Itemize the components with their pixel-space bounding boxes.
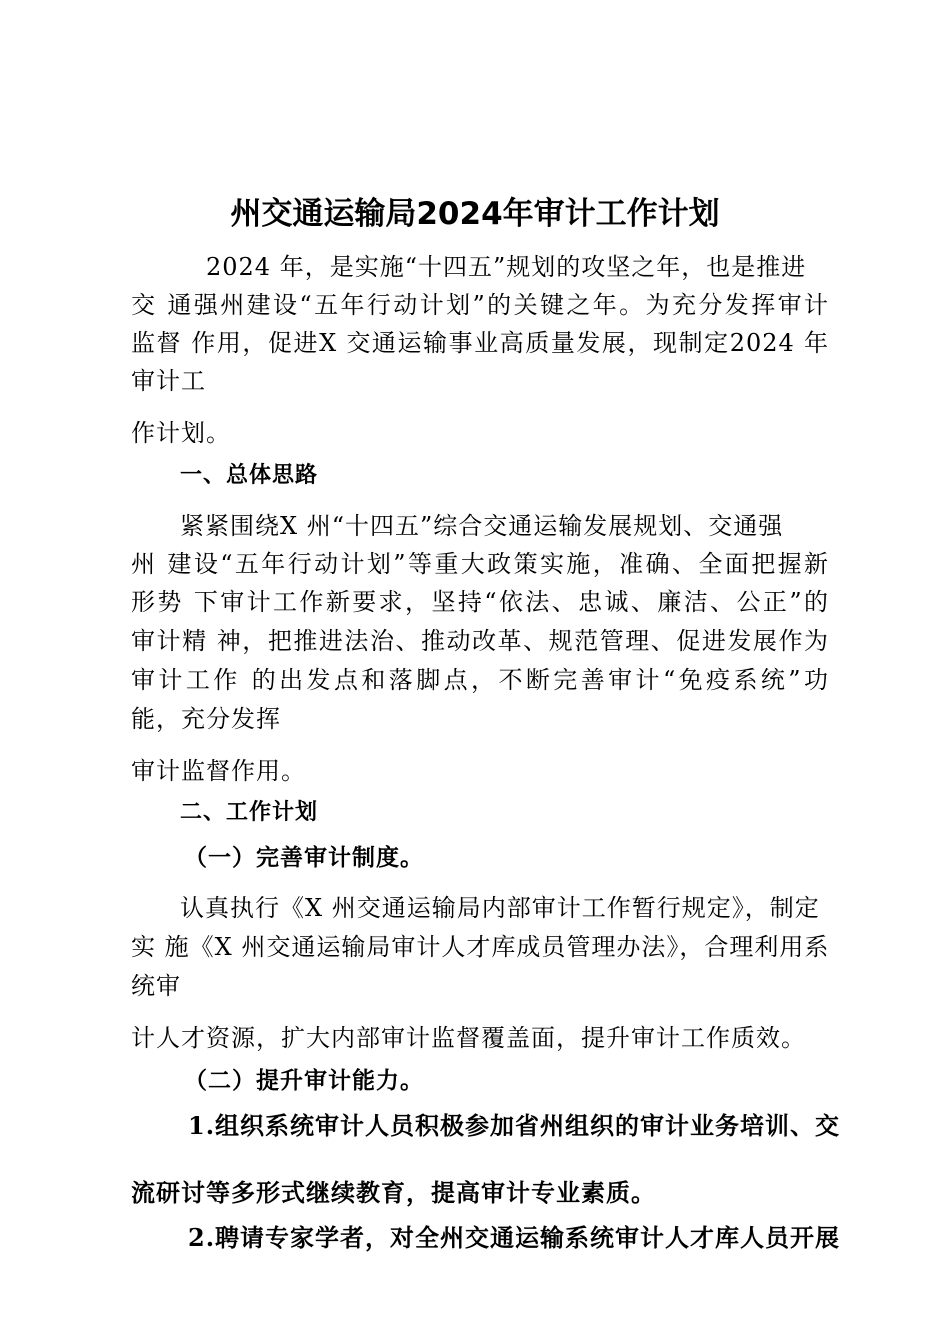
section1-line-4: 审计精 神，把推进法治、推动改革、规范管理、促进发展作为: [131, 627, 829, 655]
section1-line-3: 形势 下审计工作新要求，坚持“依法、忠诚、廉洁、公正”的: [131, 588, 829, 616]
intro-line-2: 交 通强州建设“五年行动计划”的关键之年。为充分发挥审计: [131, 291, 829, 319]
sub1-line-3: 统审: [131, 972, 181, 1000]
intro-line-1: 2024 年，是实施“十四五”规划的攻坚之年，也是推进: [206, 253, 807, 281]
sub2-line-1: 1.组织系统审计人员积极参加省州组织的审计业务培训、交: [188, 1111, 841, 1140]
subsection-heading-1: （一）完善审计制度。: [184, 844, 424, 871]
document-title: 州交通运输局2024年审计工作计划: [230, 196, 720, 232]
sub1-line-2: 实 施《X 州交通运输局审计人才库成员管理办法》，合理利用系: [131, 933, 830, 961]
section1-line-6: 能，充分发挥: [131, 705, 281, 733]
section1-line-1: 紧紧围绕X 州“十四五”综合交通运输发展规划、交通强: [180, 512, 784, 540]
section1-line-5: 审计工作 的出发点和落脚点，不断完善审计“免疫系统”功: [131, 666, 829, 694]
sub1-line-4: 计人才资源，扩大内部审计监督覆盖面，提升审计工作质效。: [131, 1024, 806, 1052]
section-heading-1: 一、总体思路: [180, 463, 319, 488]
sub2-line-2: 流研讨等多形式继续教育，提高审计专业素质。: [131, 1178, 656, 1207]
sub2-line-3: 2.聘请专家学者，对全州交通运输系统审计人才库人员开展: [188, 1223, 841, 1252]
sub1-line-1: 认真执行《X 州交通运输局内部审计工作暂行规定》，制定: [180, 894, 820, 922]
intro-line-3: 监督 作用，促进X 交通运输事业高质量发展，现制定2024 年: [131, 329, 829, 357]
section-heading-2: 二、工作计划: [180, 800, 319, 825]
subsection-heading-2: （二）提升审计能力。: [184, 1067, 424, 1094]
section1-line-7: 审计监督作用。: [131, 757, 306, 785]
intro-line-5: 作计划。: [131, 419, 231, 447]
section1-line-2: 州 建设“五年行动计划”等重大政策实施，准确、全面把握新: [131, 550, 829, 578]
intro-line-4: 审计工: [131, 367, 206, 395]
